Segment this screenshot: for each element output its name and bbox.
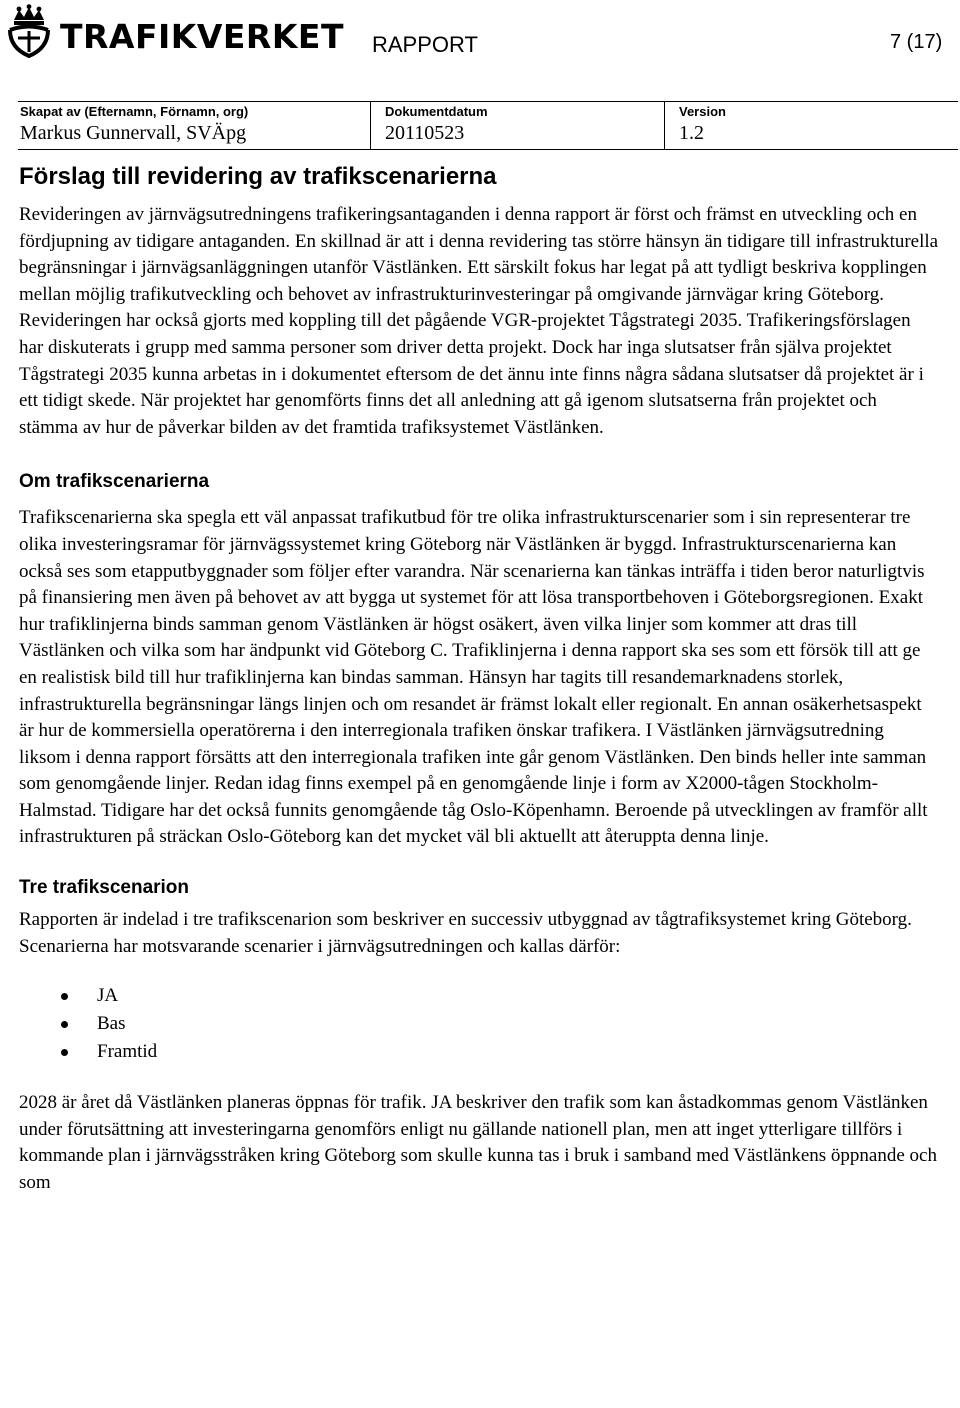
meta-date xyxy=(370,102,665,149)
list-item xyxy=(19,982,939,1010)
scenario-list xyxy=(19,982,939,1066)
document-meta-table xyxy=(18,101,958,150)
date-value: 20110523 xyxy=(385,122,465,144)
paragraph-om: Trafikscenarierna ska spegla ett väl anpassat trafikutbud för tre olika infrastrukturscenarier som i sin representerar tre olika investeringsramar för järnvägssystemet kring Göteborg när Västlänken är byggd. Infrastrukturscenarierna kan också ses som etapputbyggnader som följer efter varandra. När scenarierna kan tänkas inträffa i tiden beror naturligtvis på finansiering men även på behovet av att bygga ut systemet för att lösa transportbehoven i Göteborgsregionen. Exakt hur trafiklinjerna binds samman genom Västlänken är högst osäkert, även vilka linjer som kommer att dras till Västlänken och vilka som har ändpunkt vid Göteborg C. Trafiklinjerna i denna rapport ska ses som ett försök till att ge en realistisk bild till hur trafiklinjerna kan bindas samman. Hänsyn har tagits till resandemarknadens storlek, infrastrukturella begränsningar längs linjen och om resandet är främst lokalt eller regionalt. En annan osäkerhetsaspekt är hur de kommersiella operatörerna i den interregionala trafiken önskar trafikera. I Västlänken järnvägsutredning liksom i denna rapport försätts att den interregionala trafiken inte går genom Västlänken. Den binds heller inte samman som genomgående linjer. Redan idag finns exempel på en genomgående linje i form av X2000-tågen Stockholm-Halmstad. Tidigare har det också funnits genomgående tåg Oslo-Köpenhamn. Beroende på utvecklingen av framför allt infrastrukturen på sträckan Oslo-Göteborg kan det mycket väl bli aktuellt att återuppta denna linje. xyxy=(19,507,928,848)
bullet-icon xyxy=(61,1049,68,1056)
bullet-icon xyxy=(61,993,68,1000)
page-number: 7 (17) xyxy=(890,31,943,53)
heading-tre-trafikscenarion: Tre trafikscenarion xyxy=(19,877,190,899)
page-header xyxy=(0,0,960,60)
meta-created-by xyxy=(18,102,370,149)
heading-om-trafikscenarierna: Om trafikscenarierna xyxy=(19,471,210,493)
created-by-value: Markus Gunnervall, SVÄpg xyxy=(20,122,247,144)
version-value: 1.2 xyxy=(679,122,704,144)
list-item xyxy=(19,1010,939,1038)
created-by-label: Skapat av (Efternamn, Förnamn, org) xyxy=(20,104,249,119)
document-body xyxy=(19,160,939,1197)
date-label: Dokumentdatum xyxy=(385,104,488,119)
paragraph-tre: Rapporten är indelad i tre trafikscenarion som beskriver en successiv utbyggnad av tågtrafiksystemet kring Göteborg. Scenarierna har motsvarande scenarier i järnvägsutredningen och kallas därför: xyxy=(19,909,912,957)
list-item-text: Bas xyxy=(97,1013,126,1035)
logo-text: TRAFIKVERKET xyxy=(60,17,344,56)
version-label: Version xyxy=(679,104,726,119)
list-item-text: Framtid xyxy=(97,1041,158,1063)
section-title: Förslag till revidering av trafikscenarierna xyxy=(19,163,497,190)
bullet-icon xyxy=(61,1021,68,1028)
trafikverket-logo xyxy=(6,4,344,60)
list-item xyxy=(19,1038,939,1066)
paragraph-intro: Revideringen av järnvägsutredningens trafikeringsantaganden i denna rapport är först och främst en utveckling och en fördjupning av tidigare antaganden. En skillnad är att i denna revidering tas större hänsyn än tidigare till infrastrukturella begränsningar i järnvägsanläggningen utanför Västlänken. Ett särskilt fokus har legat på att tydligt beskriva kopplingen mellan möjlig trafikutveckling och behovet av infrastrukturinvesteringar på omgivande järnvägar kring Göteborg. Revideringen har också gjorts med koppling till det pågående VGR-projektet Tågstrategi 2035. Trafikeringsförslagen har diskuterats i grupp med samma personer som driver detta projekt. Dock har inga slutsatser från själva projektet Tågstrategi 2035 kunna arbetas in i dokumentet eftersom de det ännu inte finns några sådana slutsatser då projektet är i ett tidigt skede. När projektet har genomförts finns det all anledning att gå igenom slutsatserna från projektet och stämma av hur de påverkar bilden av det framtida trafiksystemet Västlänken. xyxy=(19,204,939,438)
paragraph-ja: 2028 är året då Västlänken planeras öppnas för trafik. JA beskriver den trafik som kan åstadkommas genom Västlänken under förutsättning att investeringarna genomförs enligt nu gällande nationell plan, men att inget ytterligare tillförs i kommande plan i järnvägsstråken kring Göteborg som skulle kunna tas i bruk i samband med Västlänkens öppnande och som xyxy=(19,1092,937,1194)
crown-icon xyxy=(6,4,52,58)
list-item-text: JA xyxy=(97,985,119,1007)
report-label: RAPPORT xyxy=(372,32,478,57)
meta-version xyxy=(664,102,959,149)
